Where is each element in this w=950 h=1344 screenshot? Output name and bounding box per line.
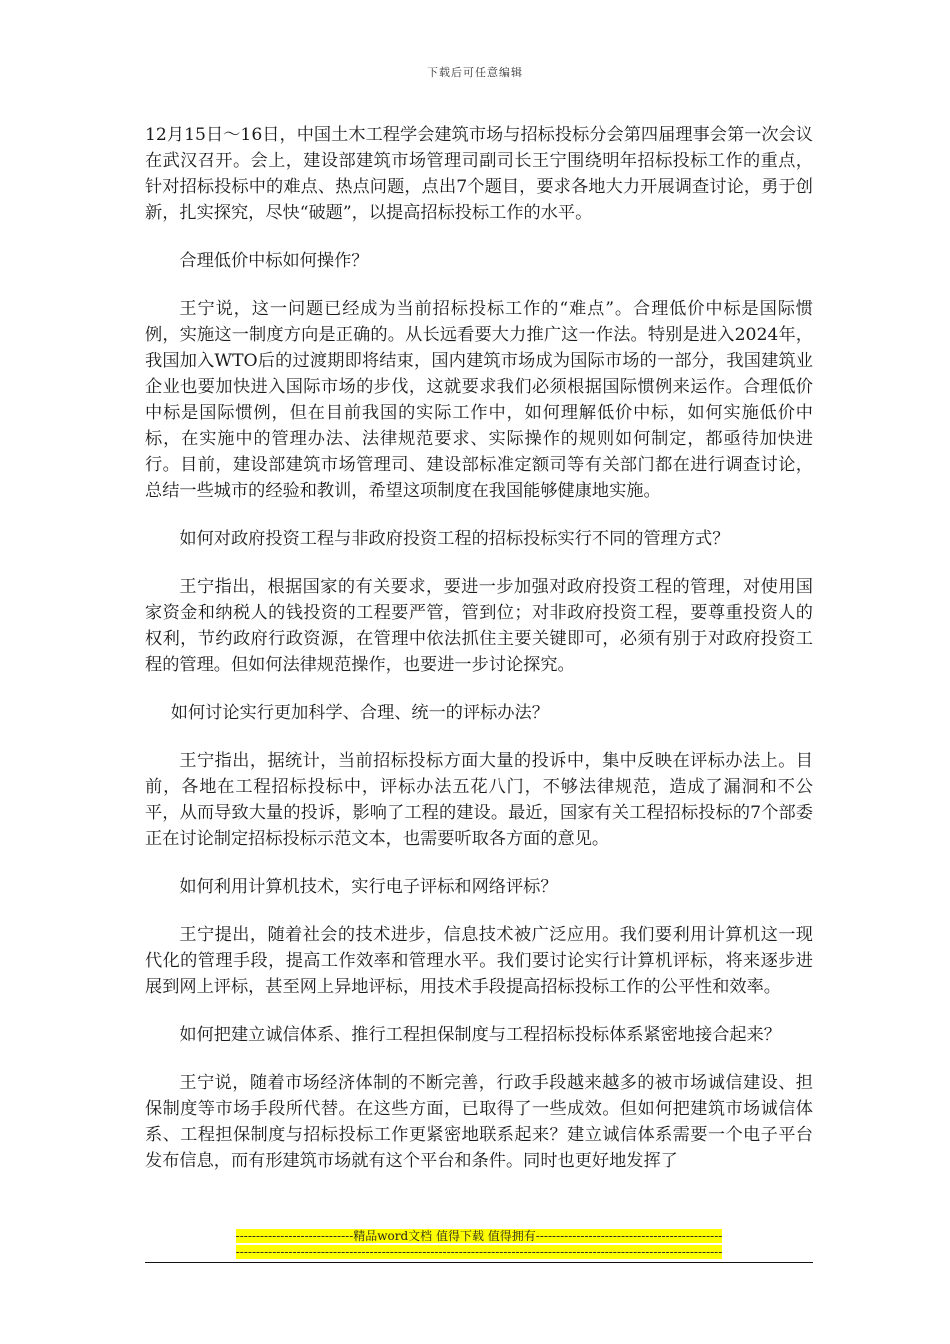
question-heading-3: 如何讨论实行更加科学、合理、统一的评标办法？ <box>170 703 549 723</box>
question-heading-4: 如何利用计算机技术，实行电子评标和网络评标？ <box>179 877 558 897</box>
question-heading-5: 如何把建立诚信体系、推行工程担保制度与工程招标投标体系紧密地接合起来？ <box>179 1025 781 1045</box>
question-heading-1: 合理低价中标如何操作？ <box>179 251 369 271</box>
paragraph-answer-3: 王宁指出，据统计，当前招标投标方面大量的投诉中，集中反映在评标办法上。目前，各地在工程招标投标中，评标办法五花八门，不够法律规范，造成了漏洞和不公平，从而导致大量的投诉，影响了工程的建设。最近，国家有关工程招标投标的7个部委正在讨论制定招标投标示范文本，也需要听取各方面的意见。 <box>145 751 813 849</box>
footer-rule <box>145 1262 813 1263</box>
paragraph-answer-2: 王宁指出，根据国家的有关要求，要进一步加强对政府投资工程的管理，对使用国家资金和纳税人的钱投资的工程要严管，管到位；对非政府投资工程，要尊重投资人的权利，节约政府行政资源，在管理中依法抓住主要关键即可，必须有别于对政府投资工程的管理。但如何法律规范操作，也要进一步讨论探究。 <box>145 577 813 675</box>
paragraph-answer-1: 王宁说，这一问题已经成为当前招标投标工作的“难点”。合理低价中标是国际惯例，实施这一制度方向是正确的。从长远看要大力推广这一作法。特别是进入2024年，我国加入WTO后的过渡期即将结束，国内建筑市场成为国际市场的一部分，我国建筑业企业也要加快进入国际市场的步伐，这就要求我们必须根据国际惯例来运作。合理低价中标是国际惯例，但在目前我国的实际工作中，如何理解低价中标，如何实施低价中标，在实施中的管理办法、法律规范要求、实际操作的规则如何制定，都亟待加快进行。目前，建设部建筑市场管理司、建设部标准定额司等有关部门都在进行调查讨论，总结一些城市的经验和教训，希望这项制度在我国能够健康地实施。 <box>145 299 813 501</box>
footer-line-1 <box>145 1228 813 1244</box>
footer-highlight-2: ------------------------------------------------------------------------------------------------------------------------ <box>235 1245 723 1259</box>
paragraph-answer-5: 王宁说，随着市场经济体制的不断完善，行政手段越来越多的被市场诚信建设、担保制度等市场手段所代替。在这些方面，已取得了一些成效。但如何把建筑市场诚信体系、工程担保制度与招标投标工作更紧密地联系起来？建立诚信体系需要一个电子平台发布信息，而有形建筑市场就有这个平台和条件。同时也更好地发挥了 <box>145 1073 813 1171</box>
question-heading-2: 如何对政府投资工程与非政府投资工程的招标投标实行不同的管理方式？ <box>179 529 730 549</box>
document-body <box>145 122 813 1196</box>
footer-line-2 <box>145 1244 813 1260</box>
footer-banner <box>145 1228 813 1260</box>
footer-highlight-1: -----------------------------精品word文档 值得下载 值得拥有---------------------------------------------- <box>235 1229 723 1243</box>
paragraph-intro: 12月15日～16日，中国土木工程学会建筑市场与招标投标分会第四届理事会第一次会议在武汉召开。会上，建设部建筑市场管理司副司长王宁围绕明年招标投标工作的重点，针对招标投标中的难点、热点问题，点出7个题目，要求各地大力开展调查讨论，勇于创新，扎实探究，尽快“破题”，以提高招标投标工作的水平。 <box>145 125 813 223</box>
header-note: 下载后可任意编辑 <box>427 66 523 79</box>
paragraph-answer-4: 王宁提出，随着社会的技术进步，信息技术被广泛应用。我们要利用计算机这一现代化的管理手段，提高工作效率和管理水平。我们要讨论实行计算机评标，将来逐步进展到网上评标，甚至网上异地评标，用技术手段提高招标投标工作的公平性和效率。 <box>145 925 813 997</box>
